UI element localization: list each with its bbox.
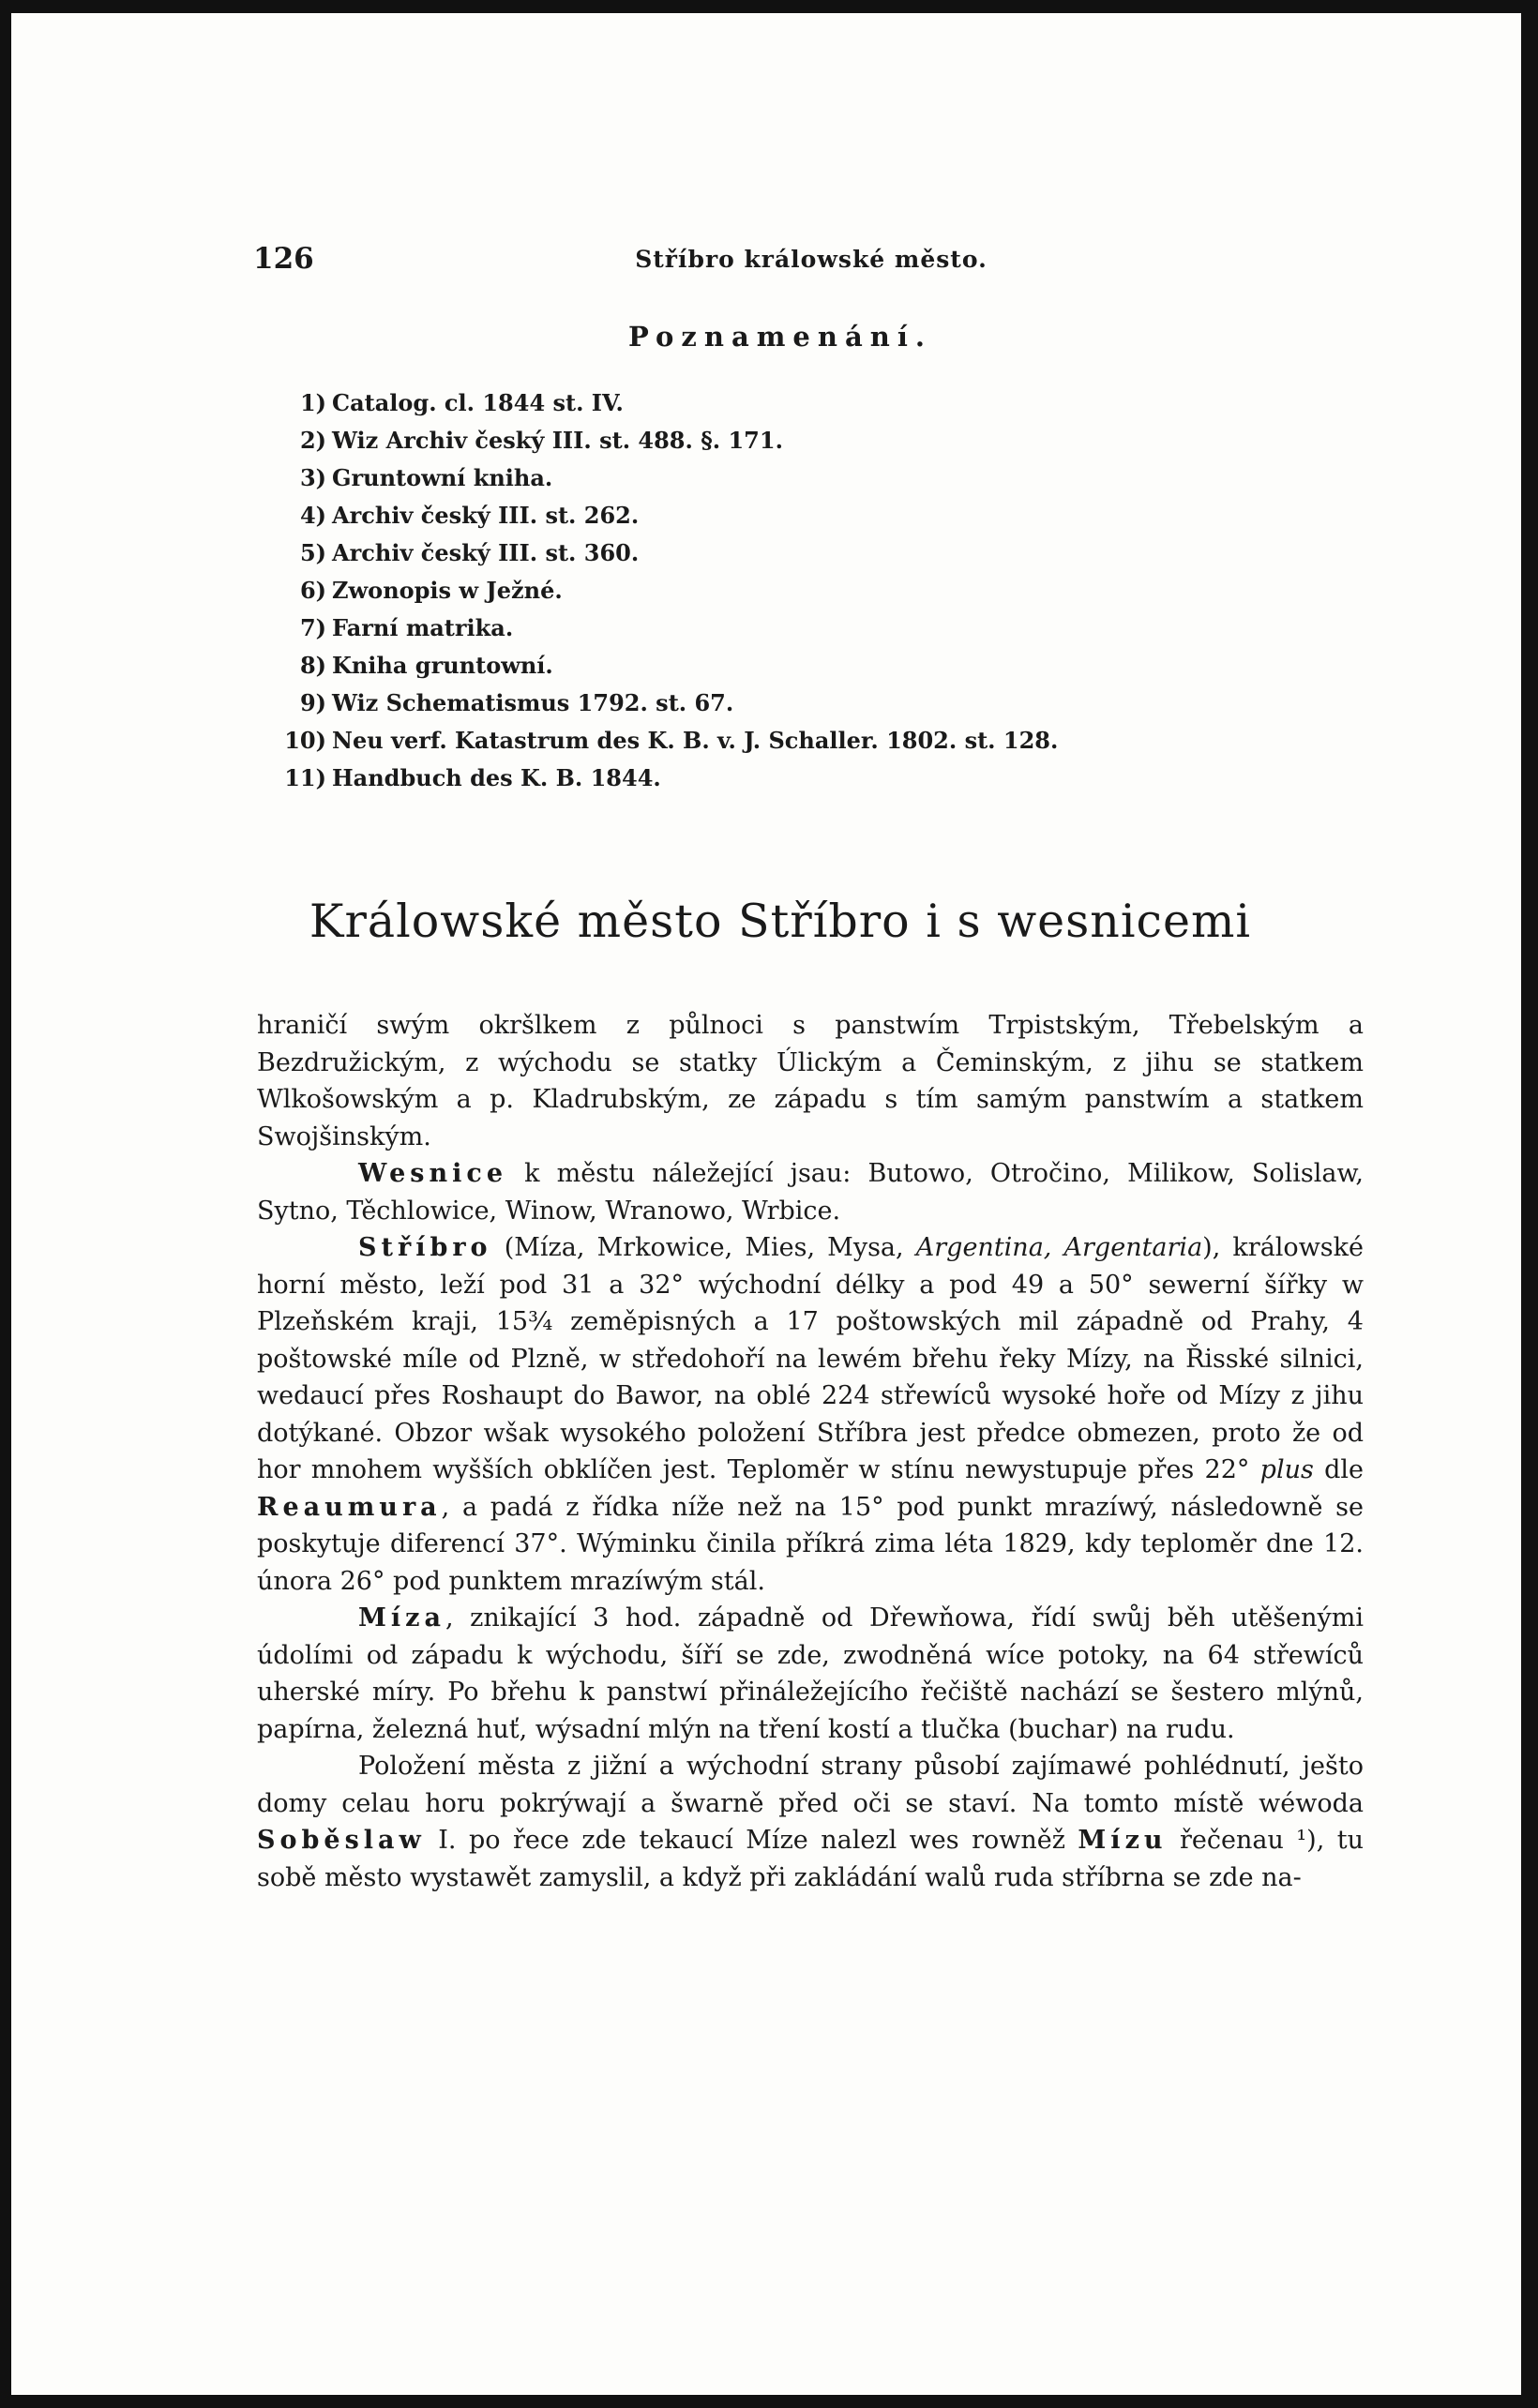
footnote-item: [266, 722, 1345, 760]
footnote-number: 1): [299, 389, 326, 416]
footnote-text: Wiz Schematismus 1792. st. 67.: [332, 689, 734, 716]
paragraph-text: řečenau ¹), tu sobě město wystawět zamyslil, a když při zakládání walů ruda stříbrna se zde na-: [257, 1826, 1364, 1892]
footnote-text: Zwonopis w Ježné.: [332, 577, 563, 604]
footnote-item: [266, 572, 1345, 610]
body-text: [257, 1007, 1364, 1896]
footnote-text: Neu verf. Katastrum des K. B. v. J. Schaller. 1802. st. 128.: [332, 727, 1059, 754]
notes-heading: Poznamenání.: [628, 321, 932, 353]
footnote-number: 6): [299, 577, 326, 604]
footnote-item: [266, 534, 1345, 572]
footnote-item: [266, 647, 1345, 685]
paragraph-text: ), králowské horní město, leží pod 31 a 32° wýchodní délky a pod 49 a 50° sewerní šířky w Plzeňském kraji, 15¾ zeměpisných a 17 poštowských mil západně od Prahy, 4 poštowské míle od Plzně, w středohoří na lewém břehu řeky Mízy, na Řisské silnici, wedaucí přes Roshaupt do Bawor, na oblé 224 střewíců wysoké hoře od Mízy z jihu dotýkané. Obzor wšak wysokého položení Stříbra jest předce obmezen, proto že od hor mnohem wyšších obklíčen jest. Teploměr w stínu newystupuje přes 22°: [257, 1233, 1364, 1484]
footnote-number: 3): [299, 464, 326, 491]
footnote-text: Farní matrika.: [332, 614, 514, 641]
footnote-text: Gruntowní kniha.: [332, 464, 553, 491]
paragraph-villages: [257, 1155, 1364, 1229]
section-title: Králowské město Stříbro i s wesnicemi: [309, 895, 1252, 948]
paragraph-text: (Míza, Mrkowice, Mies, Mysa,: [491, 1233, 916, 1262]
footnote-number: 9): [299, 689, 326, 716]
footnote-text: Handbuch des K. B. 1844.: [332, 764, 661, 791]
paragraph-position: [257, 1748, 1364, 1896]
footnote-number: 7): [299, 614, 326, 641]
running-title: Stříbro králowské město.: [635, 246, 988, 273]
italic-plus: plus: [1259, 1455, 1314, 1484]
footnote-item: [266, 422, 1345, 459]
footnote-number: 5): [299, 539, 326, 566]
paragraph-text: k městu náležející jsau: Butowo, Otročino, Milikow, Solislaw, Sytno, Těchlowice, Winow, Wranowo, Wrbice.: [257, 1159, 1364, 1226]
book-page: [11, 13, 1521, 2395]
paragraph-lead-word: Míza: [358, 1603, 445, 1633]
spaced-name-mizu: Mízu: [1078, 1826, 1168, 1855]
footnote-number: 4): [299, 502, 326, 529]
paragraph-lead-word: Stříbro: [358, 1233, 492, 1262]
footnote-list: [266, 384, 1345, 797]
footnote-item: [266, 497, 1345, 534]
footnote-number: 10): [284, 727, 326, 754]
footnote-text: Archiv český III. st. 262.: [332, 502, 640, 529]
paragraph-text: , a padá z řídka níže než na 15° pod punkt mrazíwý, následowně se poskytuje diferencí 37°. Wýminku činila příkrá zima léta 1829, kdy teploměr dne 12. února 26° pod punktem mrazíwým stál.: [257, 1492, 1364, 1596]
footnote-text: Kniha gruntowní.: [332, 652, 553, 679]
paragraph-text: , znikající 3 hod. západně od Dřewňowa, řídí swůj běh utěšenými údolími od západu k wýchodu, šíří se zde, zwodněná wíce potoky, na 64 střewíců uherské míry. Po břehu k panstwí přináležejícího řečiště nachází se šestero mlýnů, papírna, železná huť, wýsadní mlýn na tření kostí a tlučka (buchar) na rudu.: [257, 1603, 1364, 1744]
paragraph-river: [257, 1600, 1364, 1748]
footnote-number: 8): [299, 652, 326, 679]
footnote-text: Archiv český III. st. 360.: [332, 539, 640, 566]
footnote-item: [266, 459, 1345, 497]
footnote-number: 2): [299, 427, 326, 454]
footnote-item: [266, 760, 1345, 797]
paragraph-text: Položení města z jižní a wýchodní strany působí zajímawé pohlédnutí, ješto domy celau horu pokrýwají a šwarně před oči se staví. Na tomto místě wéwoda: [257, 1752, 1364, 1818]
paragraph-lead-word: Wesnice: [358, 1159, 508, 1188]
footnote-item: [266, 685, 1345, 722]
footnote-item: [266, 610, 1345, 647]
page-number: 126: [253, 242, 314, 276]
footnote-text: Wiz Archiv český III. st. 488. §. 171.: [332, 427, 783, 454]
spaced-name-reaumur: Reaumura: [257, 1492, 442, 1522]
spaced-name-sobeslaw: Soběslaw: [257, 1826, 426, 1855]
footnote-number: 11): [284, 764, 326, 791]
footnote-item: [266, 384, 1345, 422]
page-header: [253, 242, 1369, 279]
paragraph-text: dle: [1313, 1455, 1365, 1484]
paragraph-text: I. po řece zde tekaucí Míze nalezl wes rowněž: [425, 1826, 1078, 1855]
italic-latin-names: Argentina, Argentaria: [915, 1233, 1203, 1262]
paragraph-town-description: [257, 1229, 1364, 1600]
paragraph-boundaries: hraničí swým okršlkem z půlnoci s panstwím Trpistským, Třebelským a Bezdružickým, z wýchodu se statky Úlickým a Čeminským, z jihu se statkem Wlkošowským a p. Kladrubským, ze západu s tím samým panstwím a statkem Swojšinským.: [257, 1011, 1364, 1151]
footnote-text: Catalog. cl. 1844 st. IV.: [332, 389, 624, 416]
